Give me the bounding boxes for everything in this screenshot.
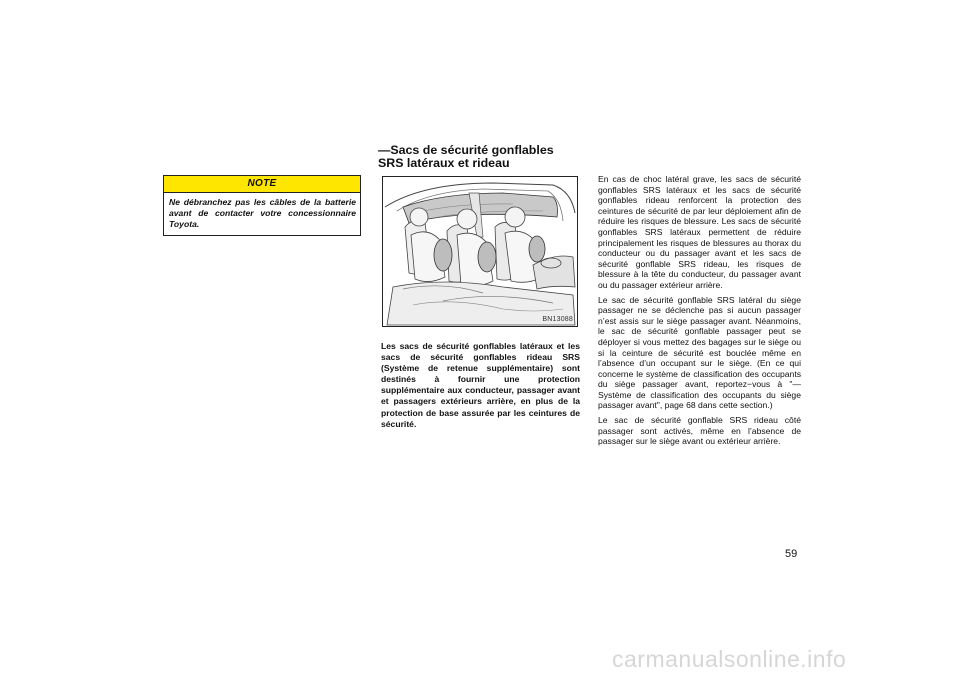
watermark: carmanualsonline.info	[612, 646, 847, 672]
body-paragraph-3: Le sac de sécurité gonflable SRS rideau côté passager sont activés, même en l’absence de passager sur le siège avant ou extérieur arrière.	[598, 415, 801, 447]
page-number: 59	[785, 548, 798, 560]
note-title: NOTE	[164, 176, 360, 193]
airbag-illustration	[382, 176, 578, 327]
note-box	[163, 175, 361, 236]
section-title	[378, 144, 598, 170]
figure-caption: Les sacs de sécurité gonflables latéraux et les sacs de sécurité gonflables rideau SRS (Système de retenue supplémentaire) sont destinés à fournir une protection supplémentaire aux conducteur, passager avant et passagers extérieurs arrière, en plus de la protection de base assurée par les ceintures de sécurité.	[381, 341, 580, 429]
section-title-line1: —Sacs de sécurité gonflables	[378, 143, 554, 157]
note-text: Ne débranchez pas les câbles de la batterie avant de contacter votre concessionnaire Toyota.	[169, 197, 356, 229]
section-title-line2: SRS latéraux et rideau	[378, 156, 510, 170]
body-text-column	[598, 174, 801, 451]
figure-code: BN13088	[542, 316, 573, 323]
body-paragraph-1: En cas de choc latéral grave, les sacs de sécurité gonflables SRS latéraux et les sacs de sécurité gonflables rideau renforcent la protection des ceintures de sécurité de par leur déploiement afin de réduire les risques de blessure. Les sacs de sécurité gonflables SRS latéraux permettent de réduire principalement les risques de blessures au thorax du conducteur ou du passager avant et les sacs de sécurité gonflable SRS rideau, les risques de blessure à la tête du conducteur, du passager avant ou du passager extérieur arrière.	[598, 174, 801, 290]
body-paragraph-2: Le sac de sécurité gonflable SRS latéral du siège passager ne se déclenche pas si aucun passager n’est assis sur le siège passager avant. Néanmoins, le sac de sécurité gonflable passager peut se déployer si vous mettez des bagages sur le siège ou si la ceinture de sécurité est bouclée même en l’absence d’un occupant sur le siège. (En ce qui concerne le système de classification des occupants du siège passager avant, reportez−vous à "—Système de classification des occupants du siège passager avant", page 68 dans cette section.)	[598, 294, 801, 411]
car-interior-drawing	[383, 177, 577, 326]
